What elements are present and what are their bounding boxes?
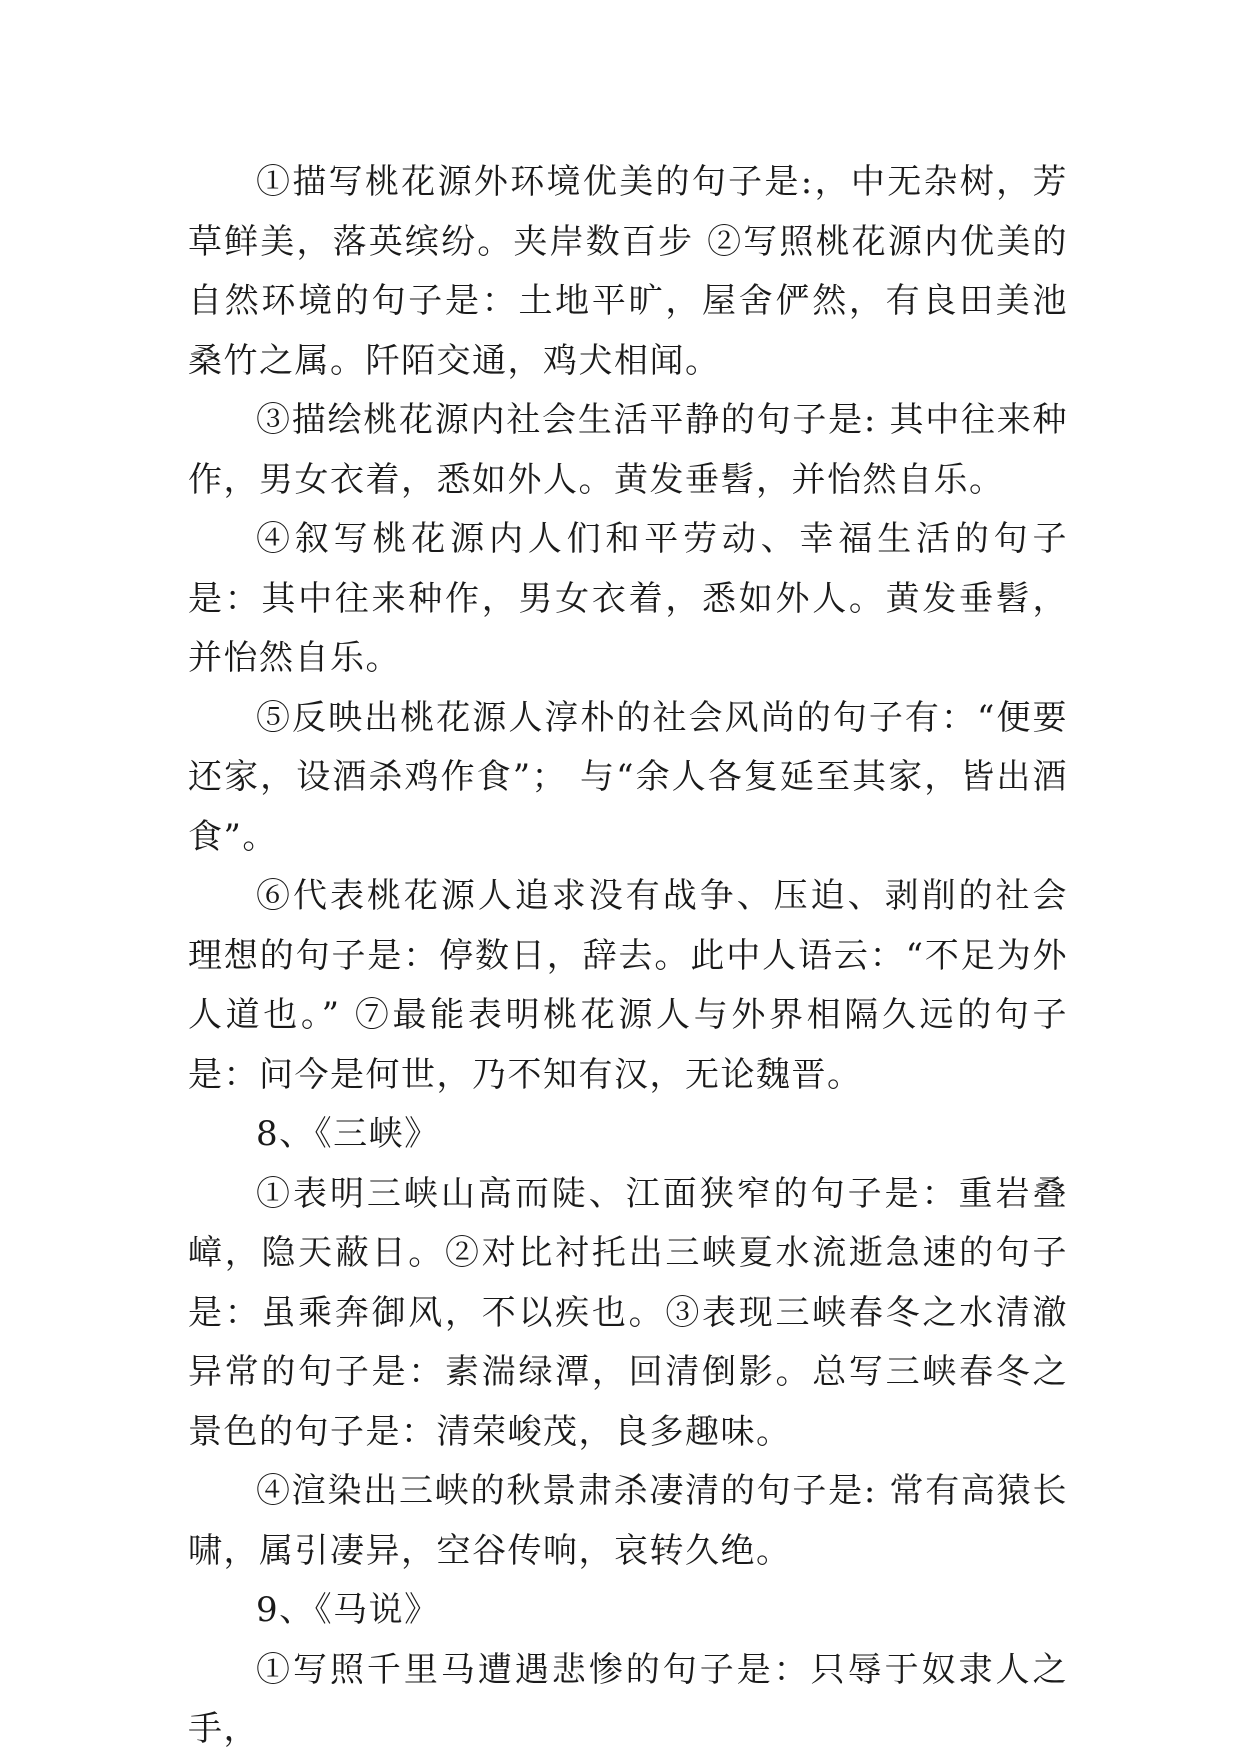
paragraph-mashuo-1: ①写照千里马遭遇悲惨的句子是：只辱于奴隶人之手，	[188, 1649, 1068, 1749]
paragraph-taohuayuan-4: ④叙写桃花源内人们和平劳动、幸福生活的句子是：其中往来种作，男女衣着，悉如外人。黄发垂髫，并怡然自乐。	[188, 519, 1068, 678]
section-heading-sanxia: 8、《三峡》	[256, 1114, 440, 1154]
paragraph-taohuayuan-6: ⑥代表桃花源人追求没有战争、压迫、剥削的社会理想的句子是：停数日，辞去。此中人语云：“不足为外人道也。” ⑦最能表明桃花源人与外界相隔久远的句子是：问今是何世，乃不知有汉，无论魏晋。	[188, 876, 1068, 1095]
paragraph-taohuayuan-1: ①描写桃花源外环境优美的句子是:，中无杂树，芳草鲜美，落英缤纷。夹岸数百步 ②写照桃花源内优美的自然环境的句子是：土地平旷，屋舍俨然，有良田美池桑竹之属。阡陌交通，鸡犬相闻。	[188, 162, 1068, 381]
paragraph-sanxia-1: ①表明三峡山高而陡、江面狭窄的句子是：重岩叠嶂，隐天蔽日。②对比衬托出三峡夏水流逝急速的句子是：虽乘奔御风，不以疾也。③表现三峡春冬之水清澈异常的句子是：素湍绿潭，回清倒影。总写三峡春冬之景色的句子是：清荣峻茂，良多趣味。	[188, 1173, 1068, 1452]
paragraph-taohuayuan-3: ③描绘桃花源内社会生活平静的句子是: 其中往来种作，男女衣着，悉如外人。黄发垂髫，并怡然自乐。	[188, 400, 1068, 500]
section-heading-mashuo: 9、《马说》	[256, 1590, 440, 1630]
document-body	[188, 153, 1068, 1760]
paragraph-sanxia-4: ④渲染出三峡的秋景肃杀凄清的句子是: 常有高猿长啸，属引凄异，空谷传响，哀转久绝。	[188, 1471, 1068, 1571]
paragraph-taohuayuan-5: ⑤反映出桃花源人淳朴的社会风尚的句子有：“便要还家，设酒杀鸡作食”； 与“余人各复延至其家，皆出酒食”。	[188, 697, 1068, 857]
